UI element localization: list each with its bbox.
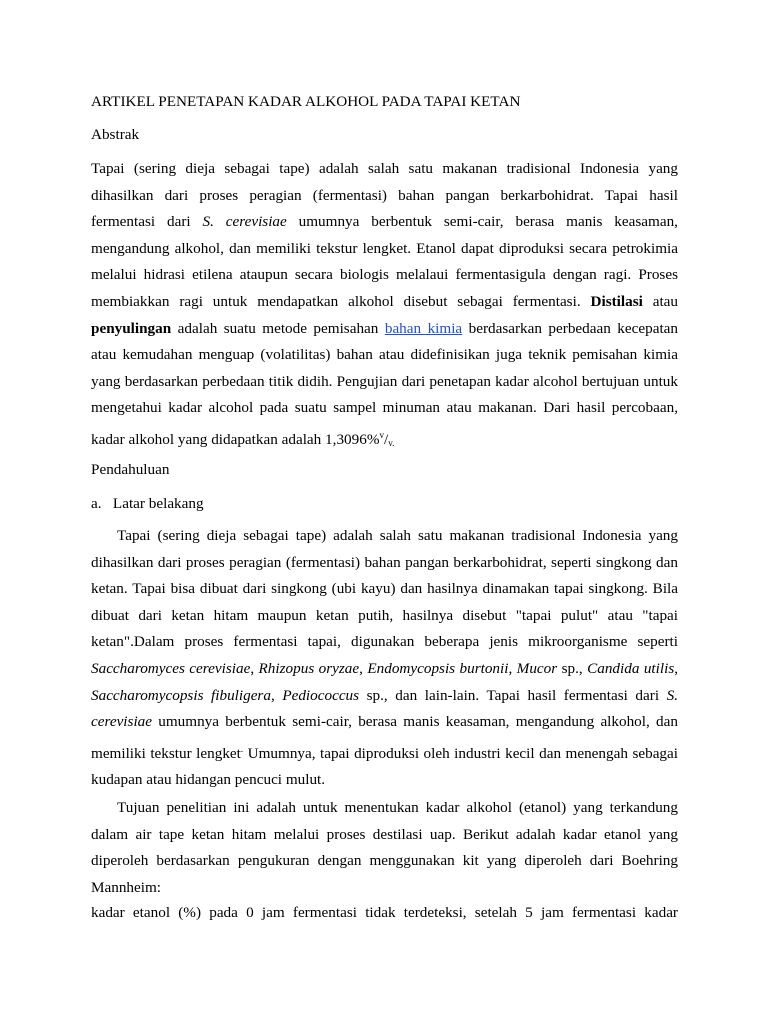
kadar-line: kadar etanol (%) pada 0 jam fermentasi tidak terdeteksi, setelah 5 jam fermentasi kadar bbox=[91, 904, 678, 921]
species-name: Endomycopsis burtonii bbox=[367, 659, 509, 677]
abstract-heading: Abstrak bbox=[91, 126, 140, 143]
species-name: Rhizopus oryzae bbox=[258, 659, 360, 677]
abstract-paragraph: Tapai (sering dieja sebagai tape) adalah salah satu makanan tradisional Indonesia yang dihasilkan dari proses peragian (fermentasi) bahan pangan berkarbohidrat. Tapai hasil fermentasi dari S. cerevisiae umumnya berbentuk semi-cair, berasa manis keasaman, mengandung alkohol, dan memiliki tekstur lengket. Etanol dapat diproduksi secara petrokimia melalui hidrasi etilena ataupun secara biologis melalaui fermentasigula dengan ragi. Proses membiakkan ragi untuk mendapatkan alkohol disebut sebagai fermentasi. Distilasi atau penyulingan adalah suatu metode pemisahan bahan kimia berdasarkan perbedaan kecepatan atau kemudahan menguap (volatilitas) bahan atau didefinisikan juga teknik pemisahan kimia yang berdasarkan perbedaan titik didih. Pengujian dari penetapan kadar alcohol bertujuan untuk mengetahui kadar alcohol pada suatu sampel minuman atau makanan. Dari hasil percobaan, kadar alkohol yang didapatkan adalah $1,3096\%^v/_{v.}$ bbox=[91, 160, 679, 448]
species-name: Saccharomyces cerevisiae bbox=[91, 659, 251, 677]
tujuan-paragraph: Tujuan penelitian ini adalah untuk menentukan kadar alkohol (etanol) yang terkandung dalam air tape ketan hitam melalui proses destilasi uap. Berikut adalah kadar etanol yang diperoleh berdasarkan pengukuran dengan menggunakan kit yang diperoleh dari Boehring Mannheim: bbox=[91, 799, 678, 896]
species-name: Candida utilis bbox=[587, 659, 675, 677]
species-name: Pediococcus bbox=[282, 686, 360, 704]
term-penyulingan: penyulingan bbox=[91, 319, 172, 337]
species-name: Mucor bbox=[516, 659, 558, 677]
pendahuluan-heading: Pendahuluan bbox=[91, 461, 170, 478]
bahan-kimia-link[interactable]: bahan kimia bbox=[384, 319, 463, 337]
species-name: S. cerevisiae bbox=[202, 213, 287, 231]
latar-belakang-item: a. Latar belakang bbox=[91, 495, 204, 512]
term-distilasi: Distilasi bbox=[590, 292, 643, 310]
species-name: Saccharomycopsis fibuligera bbox=[91, 686, 271, 704]
latar-paragraph: Tapai (sering dieja sebagai tape) adalah salah satu makanan tradisional Indonesia yang dihasilkan dari proses peragian (fermentasi) bahan pangan berkarbohidrat, seperti singkong dan ketan. Tapai bisa dibuat dari singkong (ubi kayu) dan hasilnya dinamakan tapai singkong. Bila dibuat dari ketan hitam maupun ketan putih, hasilnya disebut "tapai pulut" atau "tapai ketan".Dalam proses fermentasi tapai, digunakan beberapa jenis mikroorganisme seperti Saccharomyces cerevisiae, Rhizopus oryzae, Endomycopsis burtonii, Mucor sp., Candida utilis, Saccharomycopsis fibuligera, Pediococcus sp., dan lain-lain. Tapai hasil fermentasi dari S. cerevisiae umumnya berbentuk semi-cair, berasa manis keasaman, mengandung alkohol, dan memiliki tekstur lengket. Umumnya, tapai diproduksi oleh industri kecil dan menengah sebagai kudapan atau hidangan pencuci mulut. bbox=[91, 527, 679, 789]
species-name: S. cerevisiae bbox=[91, 686, 678, 731]
document-title: ARTIKEL PENETAPAN KADAR ALKOHOL PADA TAPAI KETAN bbox=[91, 93, 521, 110]
